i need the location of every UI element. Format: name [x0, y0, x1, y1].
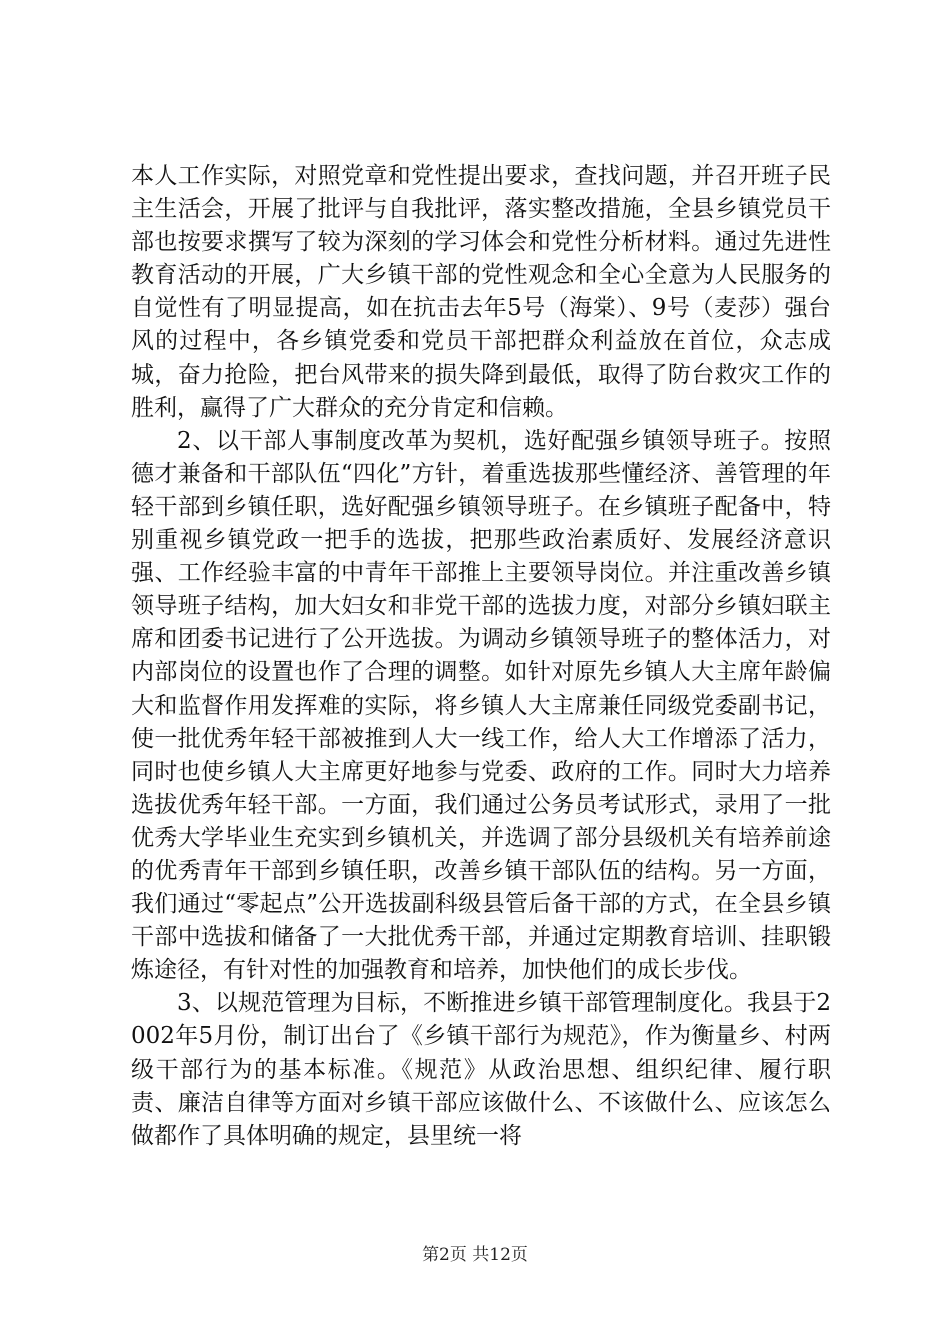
page-footer: [0, 1244, 950, 1266]
paragraph-continuation: 本人工作实际，对照党章和党性提出要求，查找问题，并召开班子民主生活会，开展了批评与自我批评，落实整改措施，全县乡镇党员干部也按要求撰写了较为深刻的学习体会和党性分析材料。通过先进性教育活动的开展，广大乡镇干部的党性观念和全心全意为人民服务的自觉性有了明显提高，如在抗击去年5号（海棠）、9号（麦莎）强台风的过程中，各乡镇党委和党员干部把群众利益放在首位，众志成城，奋力抢险，把台风带来的损失降到最低，取得了防台救灾工作的胜利，赢得了广大群众的充分肯定和信赖。: [131, 163, 831, 421]
document-body: [131, 160, 831, 1153]
paragraph-item-2: 2、以干部人事制度改革为契机，选好配强乡镇领导班子。按照德才兼备和干部队伍“四化”方针，着重选拔那些懂经济、善管理的年轻干部到乡镇任职，选好配强乡镇领导班子。在乡镇班子配备中，特别重视乡镇党政一把手的选拔，把那些政治素质好、发展经济意识强、工作经验丰富的中青年干部推上主要领导岗位。并注重改善乡镇领导班子结构，加大妇女和非党干部的选拔力度，对部分乡镇妇联主席和团委书记进行了公开选拔。为调动乡镇领导班子的整体活力，对内部岗位的设置也作了合理的调整。如针对原先乡镇人大主席年龄偏大和监督作用发挥难的实际，将乡镇人大主席兼任同级党委副书记，使一批优秀年轻干部被推到人大一线工作，给人大工作增添了活力，同时也使乡镇人大主席更好地参与党委、政府的工作。同时大力培养选拔优秀年轻干部。一方面，我们通过公务员考试形式，录用了一批优秀大学毕业生充实到乡镇机关，并选调了部分县级机关有培养前途的优秀青年干部到乡镇任职，改善乡镇干部队伍的结构。另一方面，我们通过“零起点”公开选拔副科级县管后备干部的方式，在全县乡镇干部中选拔和储备了一大批优秀干部，并通过定期教育培训、挂职锻炼途径，有针对性的加强教育和培养，加快他们的成长步伐。: [131, 427, 831, 984]
paragraph-item-3: 3、以规范管理为目标，不断推进乡镇干部管理制度化。我县于2002年5月份，制订出台了《乡镇干部行为规范》，作为衡量乡、村两级干部行为的基本标准。《规范》从政治思想、组织纪律、履行职责、廉洁自律等方面对乡镇干部应该做什么、不该做什么、应该怎么做都作了具体明确的规定，县里统一将: [131, 990, 831, 1149]
page-number-label: 第2页 共12页: [422, 1245, 528, 1265]
